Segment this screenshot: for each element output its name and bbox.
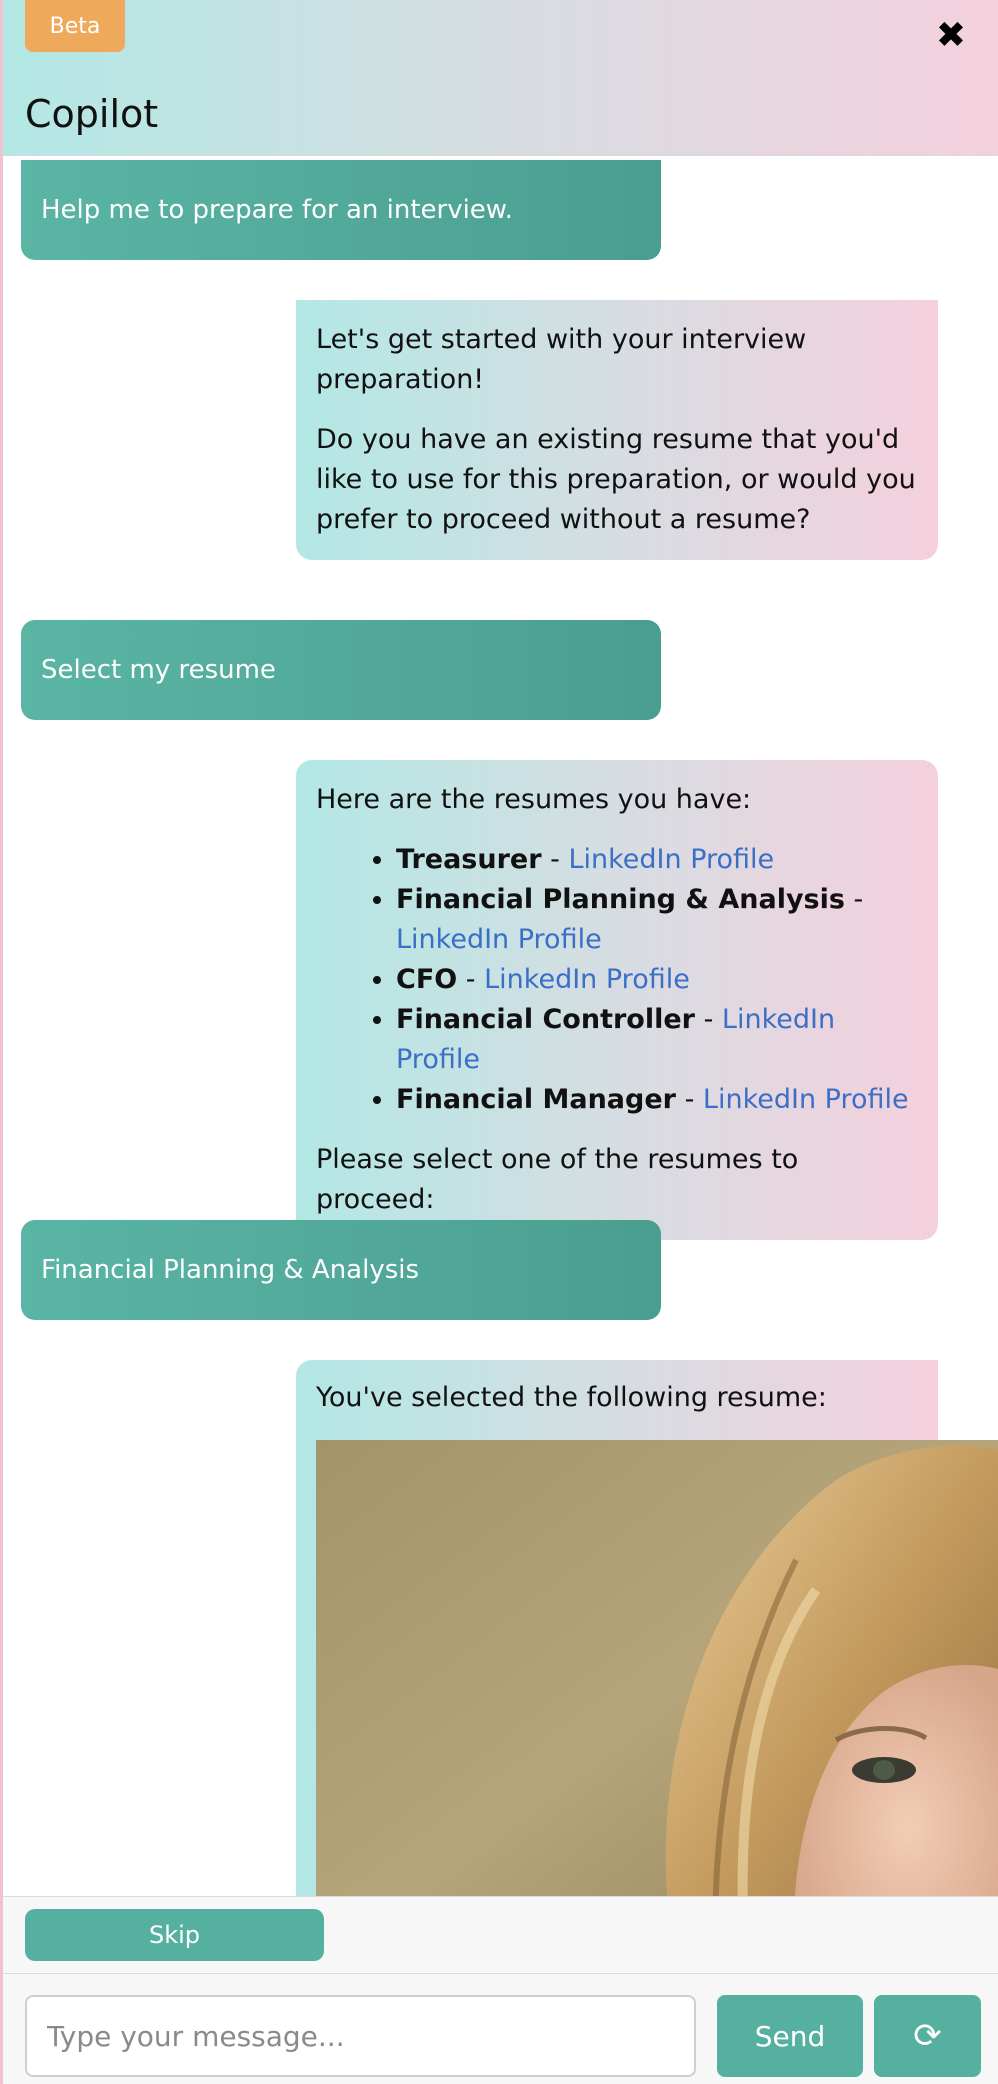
message-input[interactable] [25, 1995, 696, 2077]
resume-item [396, 960, 918, 1000]
user-message-text: Select my resume [41, 655, 276, 685]
linkedin-profile-link[interactable]: LinkedIn Profile [568, 844, 775, 875]
assistant-message-text: Please select one of the resumes to proceed: [316, 1144, 799, 1215]
refresh-button[interactable] [874, 1995, 981, 2077]
resume-item [396, 840, 918, 880]
panel-title: Copilot [25, 92, 159, 136]
resume-title: Financial Manager [396, 1084, 676, 1115]
resume-item [396, 1080, 918, 1120]
resume-title: Financial Controller [396, 1004, 695, 1035]
chat-thread [3, 156, 998, 1896]
assistant-message-text: Here are the resumes you have: [316, 784, 752, 815]
linkedin-profile-link[interactable]: LinkedIn Profile [396, 924, 602, 955]
resume-list [316, 840, 918, 1120]
assistant-message [296, 300, 938, 560]
separator: - [675, 1084, 703, 1115]
separator: - [844, 884, 864, 915]
beta-badge: Beta [25, 0, 125, 52]
resume-item [396, 1000, 918, 1080]
separator: - [695, 1004, 722, 1035]
skip-button[interactable]: Skip [25, 1909, 324, 1961]
assistant-message-text: You've selected the following resume: [316, 1382, 827, 1413]
linkedin-profile-link[interactable]: LinkedIn Profile [484, 964, 690, 995]
divider [3, 1973, 998, 1974]
header [3, 0, 998, 156]
linkedin-profile-link[interactable]: LinkedIn Profile [702, 1084, 909, 1115]
profile-photo-art [316, 1440, 998, 1896]
refresh-icon: ⟳ [913, 2017, 942, 2055]
resume-item [396, 880, 918, 960]
separator: - [457, 964, 485, 995]
user-message-text: Help me to prepare for an interview. [41, 195, 513, 225]
user-message [21, 1220, 661, 1320]
assistant-message-text: Let's get started with your interview preparation! [316, 324, 807, 395]
separator: - [541, 844, 569, 875]
close-icon[interactable]: ✖ [935, 15, 967, 56]
composer [3, 1896, 998, 2084]
user-message-text: Financial Planning & Analysis [41, 1255, 420, 1285]
user-message [21, 620, 661, 720]
linkedin-profile-link[interactable]: LinkedIn Profile [396, 1004, 836, 1075]
send-button[interactable]: Send [717, 1995, 863, 2077]
assistant-message [296, 1360, 998, 1896]
resume-title: Financial Planning & Analysis [396, 884, 845, 915]
assistant-message-text: Do you have an existing resume that you'd like to use for this preparation, or would you prefer to proceed without a resume? [316, 424, 916, 535]
assistant-message [296, 760, 938, 1240]
profile-photo [316, 1440, 998, 1896]
resume-title: CFO [396, 964, 458, 995]
user-message [21, 160, 661, 260]
resume-title: Treasurer [396, 844, 542, 875]
